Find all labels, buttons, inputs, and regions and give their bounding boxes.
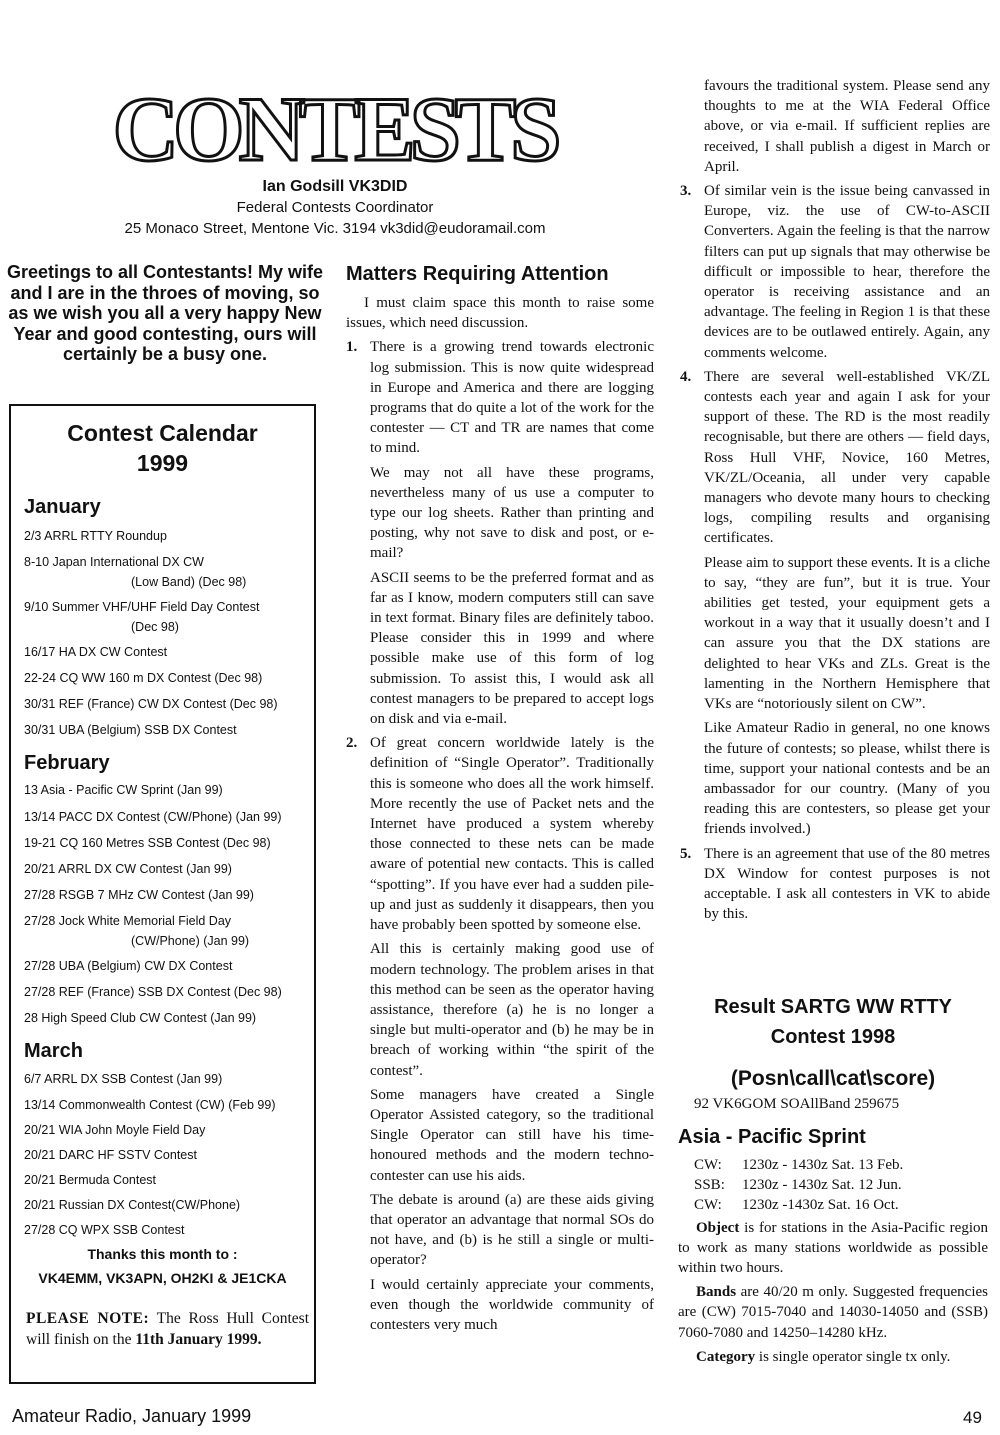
- list-item: [680, 844, 990, 925]
- calendar-event: 20/21 WIA John Moyle Field Day: [24, 1123, 206, 1137]
- calendar-event: 22-24 CQ WW 160 m DX Contest (Dec 98): [24, 671, 263, 685]
- object-text: is for stations in the Asia-Pacific region to work as many stations worldwide as possible within two hours.: [678, 1219, 988, 1277]
- paragraph: The debate is around (a) are these aids giving that operator an advantage that normal SOs do not have, and (b) is he still a single or multi-operator?: [370, 1191, 654, 1269]
- list-number: 5.: [680, 845, 692, 862]
- list-item: [346, 337, 654, 729]
- footer-publication: Amateur Radio, January 1999: [12, 1406, 252, 1426]
- note-text: The Ross Hull Contest will finish on the: [26, 1310, 310, 1348]
- list-number: 3.: [680, 183, 692, 200]
- sprint-details: [678, 1155, 988, 1371]
- paragraph: There are several well-established VK/ZL contests each year and again I ask for your support of these. The RD is the most readily recognisable, but there are others — field days, Ross Hull VHF, Novice, 160 Metres, VK/ZL/Oceania, all under very capable managers who devote many hours to checking logs, compiling results and organising certificates.: [704, 368, 990, 547]
- calendar-event: [24, 911, 309, 951]
- schedule-mode: SSB:: [694, 1177, 725, 1194]
- thanks-label: Thanks this month to :: [87, 1246, 238, 1262]
- result-heading-line1: Result SARTG WW RTTY: [714, 996, 952, 1018]
- calendar-event: [24, 552, 309, 592]
- result-heading-line2: Contest 1998: [770, 1026, 896, 1048]
- paragraph: There is an agreement that use of the 80 metres DX Window for contest purposes is not acceptable. I ask all contesters in VK to abide by this.: [704, 845, 990, 923]
- greeting: Greetings to all Contestants! My wife and I are in the throes of moving, so as we wish you all a very happy New Year and good contesting, ours will certainly be a busy one.: [6, 262, 324, 364]
- paragraph: Some managers have created a Single Operator Assisted category, so the traditional Single Operator can still have his time-honoured methods and the modern techno-contester can use his aids.: [370, 1086, 654, 1184]
- calendar-title-year: 1999: [136, 450, 189, 476]
- author-address: 25 Monaco Street, Mentone Vic. 3194 vk3did@eudoramail.com: [124, 220, 546, 237]
- paragraph: I would certainly appreciate your comments, even though the worldwide community of contesters very much: [370, 1276, 654, 1333]
- sprint-heading: Asia - Pacific Sprint: [678, 1126, 866, 1148]
- thanks-callsigns: VK4EMM, VK3APN, OH2KI & JE1CKA: [38, 1270, 287, 1286]
- paragraph: Of similar vein is the issue being canvassed in Europe, viz. the use of CW-to-ASCII Converters. Again the feeling is that the narrow filters can put up signals that may otherwise be difficult or impossible to hear, therefore the operator is receiving assistance and an advantage. The feeling in Region 1 is that these devices are to be outlawed entirely. Again, any comments welcome.: [704, 183, 990, 361]
- object-label: Object: [696, 1219, 740, 1236]
- category-label: Category: [696, 1348, 756, 1365]
- calendar-event: 20/21 Russian DX Contest(CW/Phone): [24, 1198, 241, 1212]
- paragraph: [678, 1218, 988, 1279]
- calendar-event: 13/14 Commonwealth Contest (CW) (Feb 99): [24, 1098, 276, 1112]
- month-heading: January: [24, 496, 101, 518]
- calendar-event: 19-21 CQ 160 Metres SSB Contest (Dec 98): [24, 836, 271, 850]
- calendar-event: 27/28 RSGB 7 MHz CW Contest (Jan 99): [24, 888, 254, 902]
- result-heading: [678, 992, 988, 1052]
- calendar-event-text: 8-10 Japan International DX CW: [24, 555, 204, 569]
- bands-text: are 40/20 m only. Suggested frequencies are (CW) 7015-7040 and 14030-14050 and (SSB) 7060-7080 and 14250–14280 kHz.: [678, 1284, 988, 1341]
- paragraph: Like Amateur Radio in general, no one knows the future of contests; so please, whilst there is time, support your national contests and be an ambassador for our country. (Many of you reading this are contesters, so please get your friends involved.): [704, 720, 990, 838]
- calendar-event-cont: (CW/Phone) (Jan 99): [131, 934, 250, 948]
- schedule-time: 1230z - 1430z Sat. 12 Jun.: [742, 1177, 902, 1194]
- paragraph: All this is certainly making good use of modern technology. The problem arises in that this method can be seen as the operator having assistance, therefore (a) he is no longer a single but multi-operator and (b) he may be in breach of working within “the spirit of the contest”.: [370, 941, 654, 1079]
- calendar-event: 13/14 PACC DX Contest (CW/Phone) (Jan 99): [24, 810, 282, 824]
- schedule-mode: CW:: [694, 1157, 722, 1173]
- author-block: [50, 176, 620, 239]
- article-heading: Matters Requiring Attention: [346, 263, 609, 285]
- calendar-event: 30/31 UBA (Belgium) SSB DX Contest: [24, 723, 237, 737]
- calendar-event-cont: (Dec 98): [131, 620, 179, 634]
- article-column-middle: [346, 293, 654, 1339]
- schedule-row: [678, 1155, 988, 1175]
- page-number: 49: [963, 1408, 982, 1427]
- list-number: 1.: [346, 339, 358, 356]
- paragraph: Of great concern worldwide lately is the definition of “Single Operator”. Traditionally this is someone who does all the work himself. More recently the use of Packet nets and the Internet have produced a system whereby those connected to these nets can be made aware of potential new contacts. This is called “spotting”. If you have ever had a sudden pile-up and just as suddenly it disappears, then you have probably been spotted by someone else.: [370, 735, 654, 934]
- thanks-block: [11, 1242, 314, 1290]
- paragraph: [678, 1347, 988, 1367]
- schedule-mode: CW:: [694, 1197, 722, 1214]
- calendar-title-line1: Contest Calendar: [67, 420, 258, 446]
- month-heading: March: [24, 1040, 83, 1062]
- paragraph: favours the traditional system. Please send any thoughts to me at the WIA Federal Office above, or via e-mail. If sufficient replies are received, I shall publish a digest in March or April.: [704, 78, 990, 175]
- category-text: is single operator single tx only.: [755, 1348, 951, 1365]
- calendar-title: [11, 418, 314, 478]
- calendar-event: 16/17 HA DX CW Contest: [24, 645, 168, 659]
- contests-logo: [104, 82, 564, 177]
- author-role: Federal Contests Coordinator: [236, 199, 434, 216]
- list-item: [346, 733, 654, 1335]
- calendar-event-text: 27/28 Jock White Memorial Field Day: [24, 914, 232, 928]
- contest-calendar-box: [9, 404, 316, 1384]
- ross-hull-note: [26, 1308, 309, 1350]
- calendar-event: 28 High Speed Club CW Contest (Jan 99): [24, 1011, 257, 1025]
- article-column-right: [680, 76, 990, 928]
- logo-text: CONTESTS: [112, 82, 556, 177]
- calendar-event: 27/28 REF (France) SSB DX Contest (Dec 98): [24, 985, 282, 999]
- result-subheading: (Posn\call\cat\score): [730, 1067, 936, 1090]
- paragraph: ASCII seems to be the preferred format and as far as I know, modern computers still can save in text format. Binary files are definitely taboo. Please consider this in 1999 and where possible make use of this form of log submission. To assist this, I would ask all contest managers to be prepared to accept logs on disk and via e-mail.: [370, 569, 654, 728]
- calendar-event: 20/21 Bermuda Contest: [24, 1173, 157, 1187]
- schedule-time: 1230z - 1430z Sat. 13 Feb.: [742, 1157, 904, 1173]
- calendar-event: 6/7 ARRL DX SSB Contest (Jan 99): [24, 1072, 223, 1086]
- calendar-event: 20/21 ARRL DX CW Contest (Jan 99): [24, 862, 232, 876]
- list-item: [680, 181, 990, 363]
- note-label: PLEASE NOTE:: [26, 1310, 150, 1327]
- author-name: Ian Godsill VK3DID: [262, 178, 408, 195]
- calendar-event: 2/3 ARRL RTTY Roundup: [24, 529, 167, 543]
- paragraph: There is a growing trend towards electronic log submission. This is now quite widespread in Europe and America and there are logging programs that do quite a lot of the work for the contester — CT and TR are names that come to mind.: [370, 339, 654, 457]
- result-entry: 92 VK6GOM SOAllBand 259675: [694, 1096, 900, 1112]
- calendar-event: 13 Asia - Pacific CW Sprint (Jan 99): [24, 783, 223, 797]
- schedule-row: [678, 1195, 988, 1215]
- paragraph: We may not all have these programs, nevertheless many of us use a computer to type our log sheets. Rather than printing and posting, why not save to disk and post, or e-mail?: [370, 464, 654, 562]
- note-date: 11th January 1999.: [135, 1331, 262, 1348]
- schedule-row: [678, 1175, 988, 1195]
- article-intro: I must claim space this month to raise some issues, which need discussion.: [346, 295, 654, 332]
- calendar-event: [24, 597, 309, 637]
- calendar-event: 27/28 UBA (Belgium) CW DX Contest: [24, 959, 233, 973]
- list-number: 4.: [680, 368, 692, 385]
- calendar-event: 27/28 CQ WPX SSB Contest: [24, 1223, 185, 1237]
- calendar-event-text: 9/10 Summer VHF/UHF Field Day Contest: [24, 600, 260, 614]
- list-number: 2.: [346, 735, 358, 752]
- calendar-event: 20/21 DARC HF SSTV Contest: [24, 1148, 197, 1162]
- calendar-event-cont: (Low Band) (Dec 98): [131, 575, 247, 589]
- bands-label: Bands: [696, 1284, 737, 1301]
- schedule-time: 1230z -1430z Sat. 16 Oct.: [742, 1197, 899, 1214]
- list-item: [680, 367, 990, 840]
- paragraph: Please aim to support these events. It is a cliche to say, “they are fun”, but it is true. Your abilities get tested, your equipment gets a workout in a way that it usually doesn’t and I can assure you that the DX stations are delighted to hear VKs and ZLs. Great is the lamenting in the Northern Hemisphere that VKs are “notoriously silent on CW”.: [704, 554, 990, 713]
- paragraph: [678, 1282, 988, 1343]
- calendar-event: 30/31 REF (France) CW DX Contest (Dec 98): [24, 697, 278, 711]
- month-heading: February: [24, 752, 110, 774]
